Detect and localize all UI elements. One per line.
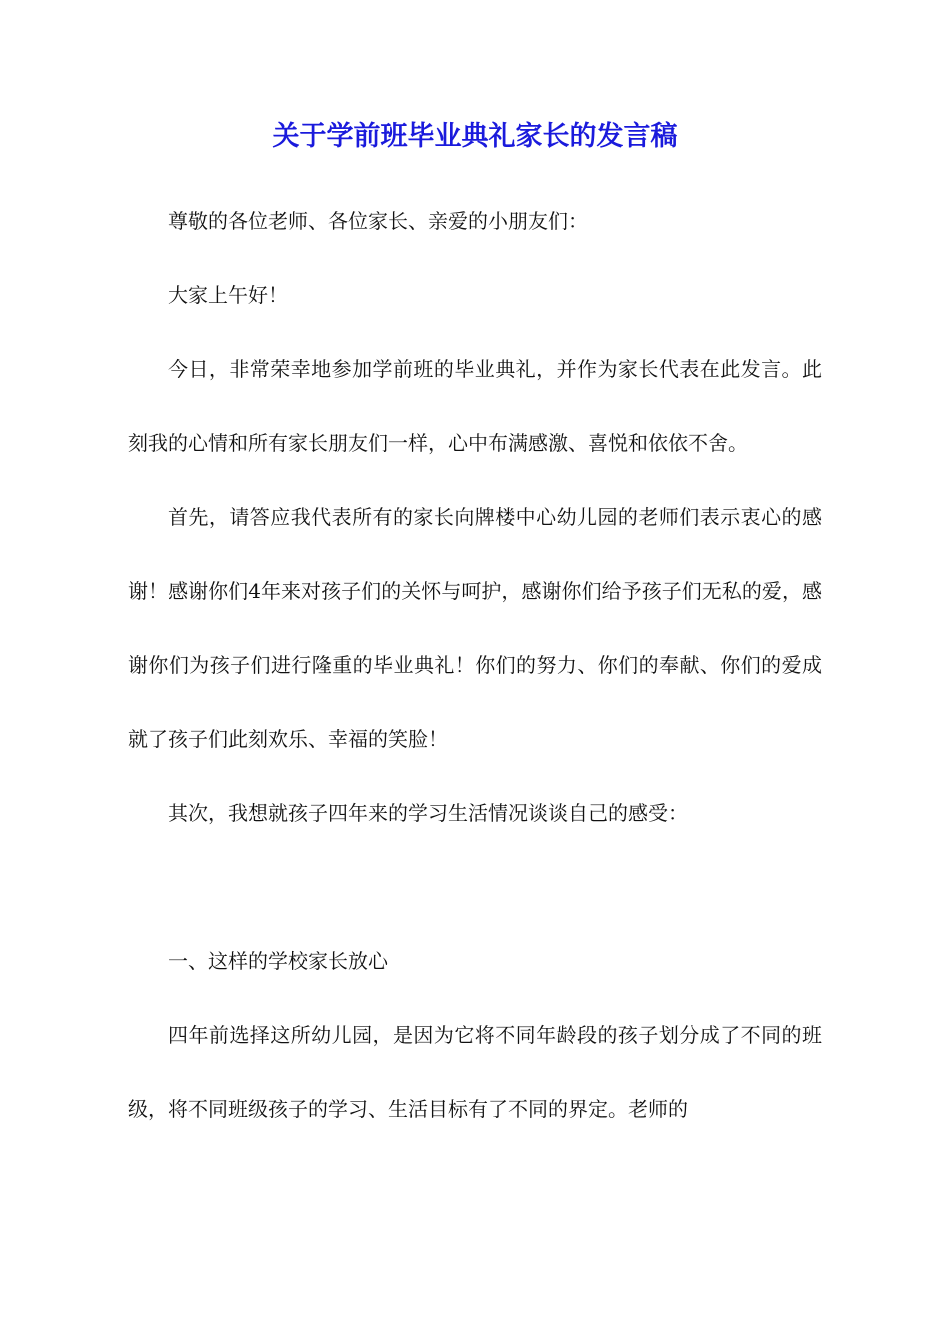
document-title: 关于学前班毕业典礼家长的发言稿: [272, 121, 678, 152]
paragraph-greeting: 大家上午好！: [168, 283, 288, 307]
paragraph-secondly: 其次，我想就孩子四年来的学习生活情况谈谈自己的感受：: [168, 801, 688, 825]
paragraph-salutation: 尊敬的各位老师、各位家长、亲爱的小朋友们：: [168, 209, 588, 233]
paragraph-section-1: 四年前选择这所幼儿园，是因为它将不同年龄段的孩子划分成了不同的班级，将不同班级孩子的学习、生活目标有了不同的界定。老师的: [128, 1023, 822, 1121]
paragraph-thanks: 首先，请答应我代表所有的家长向牌楼中心幼儿园的老师们表示衷心的感谢！感谢你们4年来对孩子们的关怀与呵护，感谢你们给予孩子们无私的爱，感谢你们为孩子们进行隆重的毕业典礼！你们的努力、你们的奉献、你们的爱成就了孩子们此刻欢乐、幸福的笑脸！: [128, 505, 822, 751]
section-heading-1: 一、这样的学校家长放心: [168, 949, 388, 973]
document-body: [128, 184, 822, 1146]
paragraph-intro: 今日，非常荣幸地参加学前班的毕业典礼，并作为家长代表在此发言。此刻我的心情和所有家长朋友们一样，心中布满感激、喜悦和依依不舍。: [128, 357, 822, 455]
